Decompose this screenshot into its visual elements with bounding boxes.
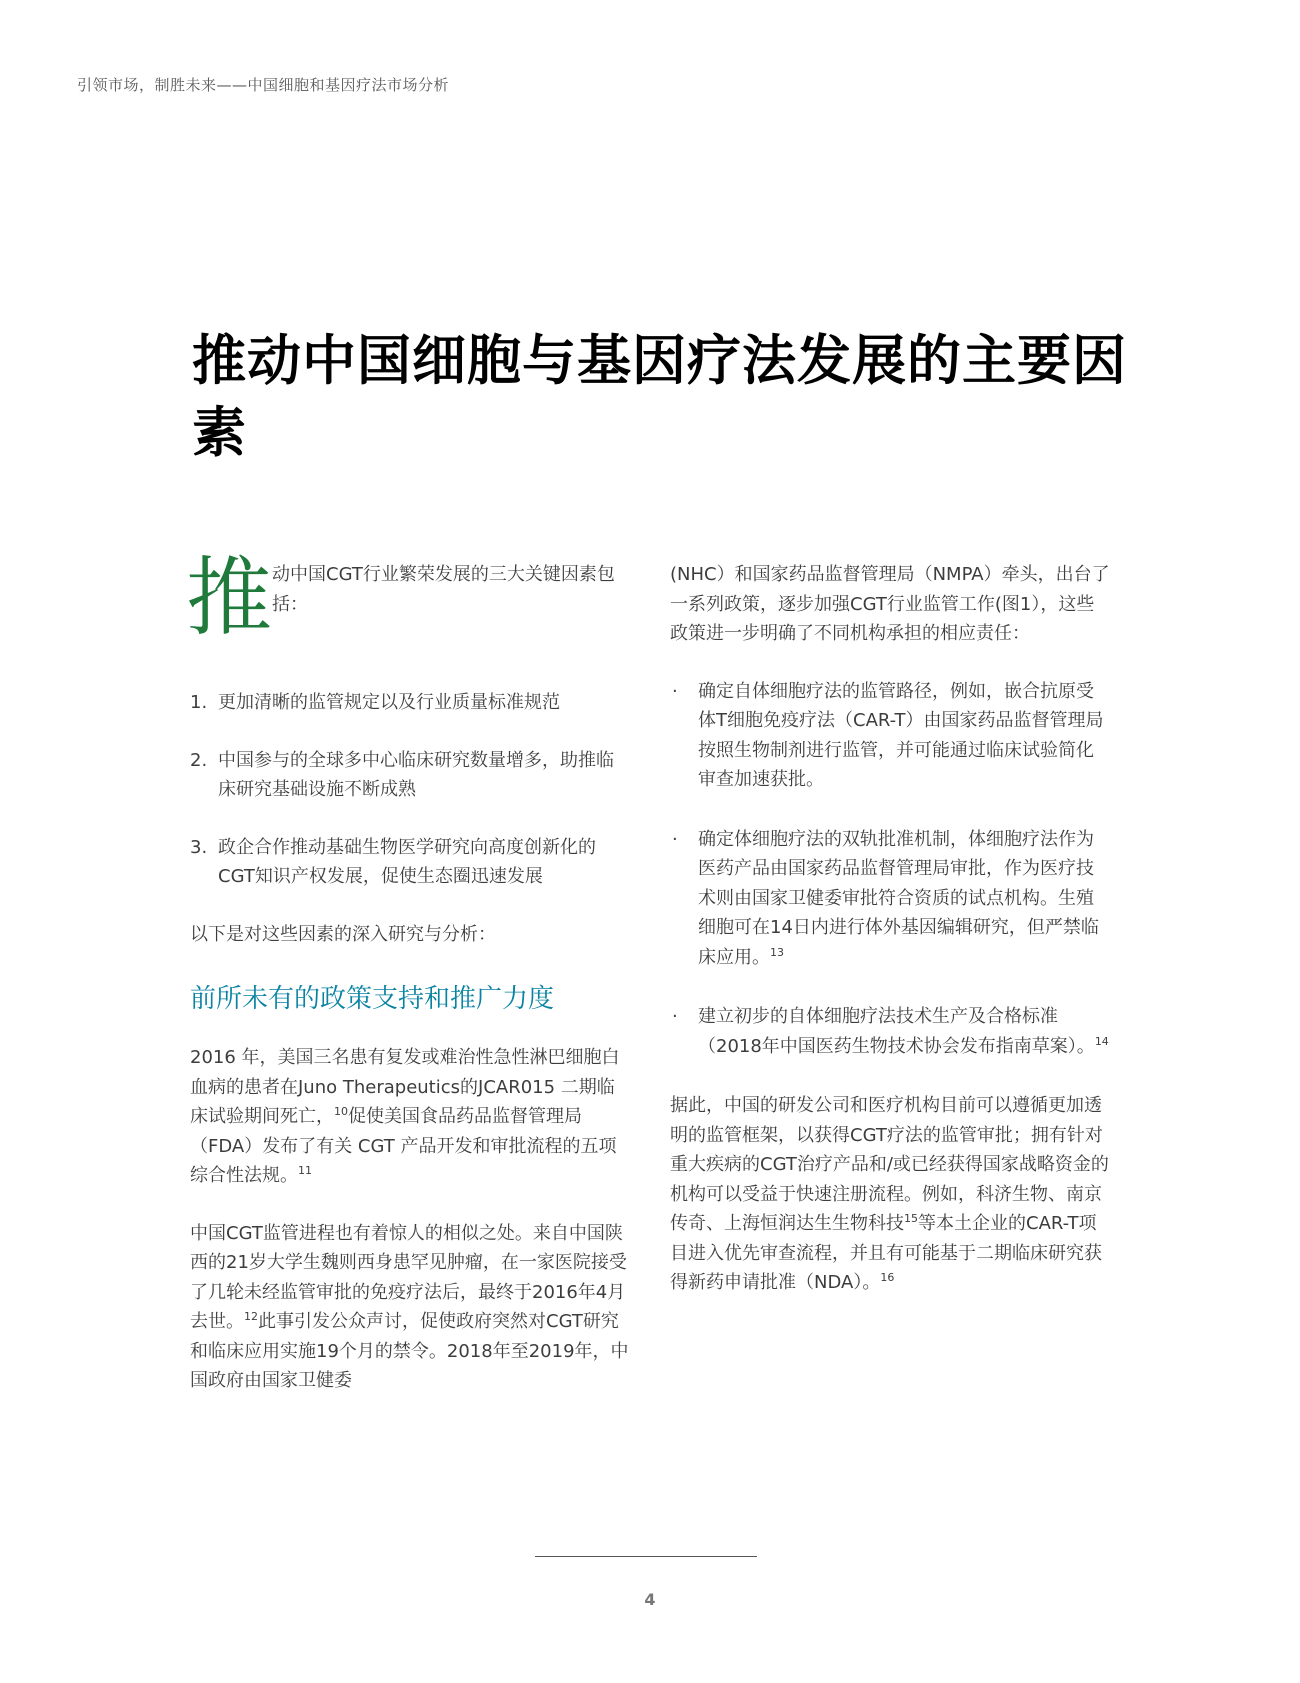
- paragraph-text: 等本土企业的CAR-T项目进入优先审查流程，并且有可能基于二期临床研究获得新药申请批准（NDA）。: [670, 1213, 1102, 1293]
- paragraph-policies: (NHC）和国家药品监督管理局（NMPA）牵头，出台了一系列政策，逐步加强CGT行业监管工作(图1），这些政策进一步明确了不同机构承担的相应责任：: [670, 564, 1110, 644]
- footnote-ref: 14: [1094, 1034, 1109, 1048]
- policy-bullets: [670, 677, 1110, 1062]
- list-item-text: 更加清晰的监管规定以及行业质量标准规范: [218, 692, 560, 713]
- paragraph-text: 据此，中国的研发公司和医疗机构目前可以遵循更加透明的监管框架，以获得CGT疗法的监管审批；拥有针对重大疾病的CGT治疗产品和/或已经获得国家战略资金的机构可以受益于快速注册流程。例如，科济生物、南京传奇、上海恒润达生生物科技: [670, 1095, 1109, 1234]
- bullet-text: 确定体细胞疗法的双轨批准机制，体细胞疗法作为医药产品由国家药品监督管理局审批，作为医疗技术则由国家卫健委审批符合资质的试点机构。生殖细胞可在14日内进行体外基因编辑研究，但严禁临床应用。: [698, 828, 1099, 968]
- footnote-ref: 10: [334, 1105, 348, 1118]
- list-item: [190, 833, 630, 892]
- footnote-ref: 11: [298, 1164, 312, 1177]
- page-title: 推动中国细胞与基因疗法发展的主要因素: [192, 329, 1127, 464]
- bullet-dot: ·: [672, 1006, 678, 1027]
- list-item: [190, 746, 630, 805]
- right-column: [670, 560, 1110, 1326]
- paragraph-outcome: [670, 1091, 1110, 1298]
- factors-list: [190, 688, 630, 892]
- bullet-item: [670, 1002, 1110, 1061]
- list-number: 1.: [190, 692, 208, 713]
- footer-divider: [535, 1556, 757, 1557]
- paragraph-text: 此事引发公众声讨，促使政府突然对CGT研究和临床应用实施19个月的禁令。2018年至2019年，中国政府由国家卫健委: [190, 1311, 629, 1391]
- footnote-ref: 12: [244, 1310, 258, 1323]
- list-number: 3.: [190, 836, 208, 858]
- bullet-text: 确定自体细胞疗法的监管路径，例如，嵌合抗原受体T细胞免疫疗法（CAR-T）由国家药品监督管理局按照生物制剂进行监管，并可能通过临床试验简化审查加速获批。: [698, 680, 1104, 790]
- bullet-item: [670, 677, 1110, 795]
- list-number: 2.: [190, 749, 208, 771]
- paragraph-text: 2016 年，美国三名患有复发或难治性急性淋巴细胞白血病的患者在Juno Therapeutics的JCAR015 二期临床试验期间死亡，: [190, 1047, 620, 1127]
- paragraph-fda: [190, 1043, 630, 1191]
- running-header: 引领市场，制胜未来——中国细胞和基因疗法市场分析: [77, 76, 450, 94]
- bullet-dot: ·: [672, 828, 678, 850]
- list-item-text: 中国参与的全球多中心临床研究数量增多，助推临床研究基础设施不断成熟: [218, 749, 614, 800]
- footnote-ref: 15: [904, 1212, 918, 1225]
- bullet-text: 建立初步的自体细胞疗法技术生产及合格标准（2018年中国医药生物技术协会发布指南草案）。: [698, 1006, 1095, 1057]
- intro-paragraph: [186, 548, 630, 652]
- drop-cap: 推: [186, 548, 272, 648]
- list-item-text: 政企合作推动基础生物医学研究向高度创新化的CGT知识产权发展，促使生态圈迅速发展: [218, 836, 596, 887]
- section-heading: 前所未有的政策支持和推广力度: [190, 984, 555, 1014]
- list-item: [190, 688, 630, 718]
- paragraph-text: 促使美国食品药品监督管理局（FDA）发布了有关 CGT 产品开发和审批流程的五项综合性法规。: [190, 1106, 617, 1186]
- footnote-ref: 13: [770, 945, 784, 959]
- analysis-intro: 以下是对这些因素的深入研究与分析：: [190, 923, 496, 945]
- footnote-ref: 16: [880, 1271, 895, 1284]
- intro-text: 动中国CGT行业繁荣发展的三大关键因素包括：: [272, 564, 615, 615]
- bullet-dot: ·: [672, 680, 678, 702]
- bullet-item: [670, 825, 1110, 973]
- paragraph-text: 中国CGT监管进程也有着惊人的相似之处。来自中国陕西的21岁大学生魏则西身患罕见肿瘤，在一家医院接受了几轮未经监管审批的免疫疗法后，最终于2016年4月去世。: [190, 1222, 627, 1332]
- left-column: [186, 548, 630, 1424]
- paragraph-china: [190, 1219, 630, 1396]
- page-number: 4: [644, 1590, 656, 1609]
